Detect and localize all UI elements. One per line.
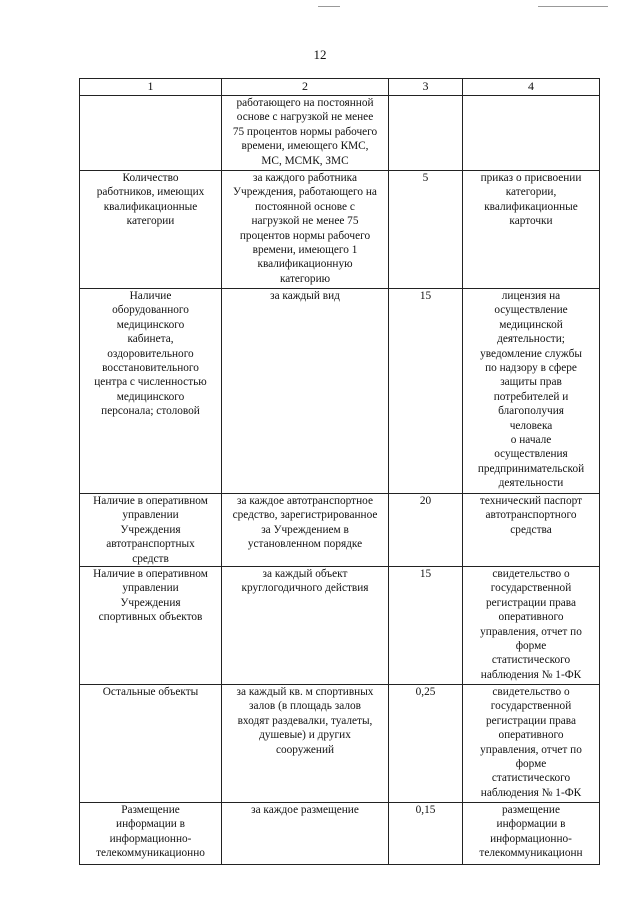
condition-text: за каждого работника Учреждения, работающего на постоянной основе с нагрузкой не менее 75 процентов нормы рабочего времени, имеющего 1 квалификационную категорию	[233, 172, 377, 285]
indicator-cell	[80, 96, 222, 171]
scan-artifact-mark	[538, 6, 608, 7]
document-cell	[463, 803, 600, 865]
points-value: 20	[419, 495, 432, 507]
table-row	[80, 289, 600, 494]
table-row	[80, 171, 600, 289]
points-cell	[389, 96, 463, 171]
column-number: 1	[80, 79, 222, 96]
table-row	[80, 96, 600, 171]
condition-cell	[222, 96, 389, 171]
points-cell	[389, 803, 463, 865]
condition-cell	[222, 803, 389, 865]
indicator-text: Наличие оборудованного медицинского кабинета, оздоровительного восстановительного центра с численностью медицинского персонала; столовой	[94, 290, 207, 418]
indicator-text: Размещение информации в информационно- телекоммуникационно	[96, 804, 205, 860]
condition-cell	[222, 289, 389, 494]
points-cell	[389, 567, 463, 685]
document-cell	[463, 96, 600, 171]
document-text: свидетельство о государственной регистрации права оперативного управления, отчет по форме статистического наблюдения № 1-ФК	[480, 686, 582, 799]
points-value: 0,15	[415, 804, 436, 817]
column-number: 2	[222, 79, 389, 96]
indicator-cell	[80, 685, 222, 803]
points-value: 15	[419, 290, 432, 302]
points-value: 5	[422, 172, 429, 184]
indicator-cell	[80, 494, 222, 567]
document-cell	[463, 289, 600, 494]
document-text: лицензия на осуществление медицинской деятельности; уведомление службы по надзору в сфере защиты прав потребителей и благополучия человека о начале осуществления предпринимательской деятельности	[477, 290, 585, 490]
page-number: 12	[313, 47, 327, 62]
condition-text: за каждое размещение	[251, 804, 359, 817]
indicator-text: Количество работников, имеющих квалификационные категории	[96, 172, 205, 228]
condition-text: за каждый вид	[270, 290, 340, 302]
document-text: свидетельство о государственной регистрации права оперативного управления, отчет по форме статистического наблюдения № 1-ФК	[480, 568, 582, 681]
condition-cell	[222, 567, 389, 685]
document-text: размещение информации в информационно- телекоммуникационн	[479, 804, 583, 860]
document-cell	[463, 685, 600, 803]
condition-text: за каждый кв. м спортивных залов (в площадь залов входят раздевалки, туалеты, душевые) и других сооружений	[236, 686, 374, 756]
points-cell	[389, 685, 463, 803]
points-value: 0,25	[415, 686, 436, 699]
indicator-text: Остальные объекты	[102, 686, 199, 699]
column-number: 4	[463, 79, 600, 96]
table-row	[80, 803, 600, 865]
points-value: 15	[419, 568, 432, 581]
document-cell	[463, 567, 600, 685]
criteria-table	[79, 78, 600, 865]
table-row	[80, 685, 600, 803]
condition-cell	[222, 494, 389, 567]
scan-artifact-mark	[318, 6, 340, 7]
column-number-row	[80, 79, 600, 96]
document-text: приказ о присвоении категории, квалификационные карточки	[480, 172, 582, 228]
condition-text: работающего на постоянной основе с нагрузкой не менее 75 процентов нормы рабочего времени, имеющего КМС, МС, МСМК, ЗМС	[232, 97, 378, 167]
indicator-cell	[80, 171, 222, 289]
table-row	[80, 567, 600, 685]
condition-cell	[222, 171, 389, 289]
condition-text: за каждое автотранспортное средство, зарегистрированное за Учреждением в установленном порядке	[232, 495, 378, 551]
column-number: 3	[389, 79, 463, 96]
condition-text: за каждый объект круглогодичного действия	[241, 568, 369, 595]
indicator-text: Наличие в оперативном управлении Учреждения спортивных объектов	[93, 568, 208, 624]
indicator-text: Наличие в оперативном управлении Учреждения автотранспортных средств	[93, 495, 208, 565]
indicator-cell	[80, 803, 222, 865]
points-cell	[389, 171, 463, 289]
table-row	[80, 494, 600, 567]
indicator-cell	[80, 289, 222, 494]
document-cell	[463, 171, 600, 289]
points-cell	[389, 494, 463, 567]
indicator-cell	[80, 567, 222, 685]
condition-cell	[222, 685, 389, 803]
document-cell	[463, 494, 600, 567]
document-text: технический паспорт автотранспортного средства	[479, 495, 583, 536]
points-cell	[389, 289, 463, 494]
